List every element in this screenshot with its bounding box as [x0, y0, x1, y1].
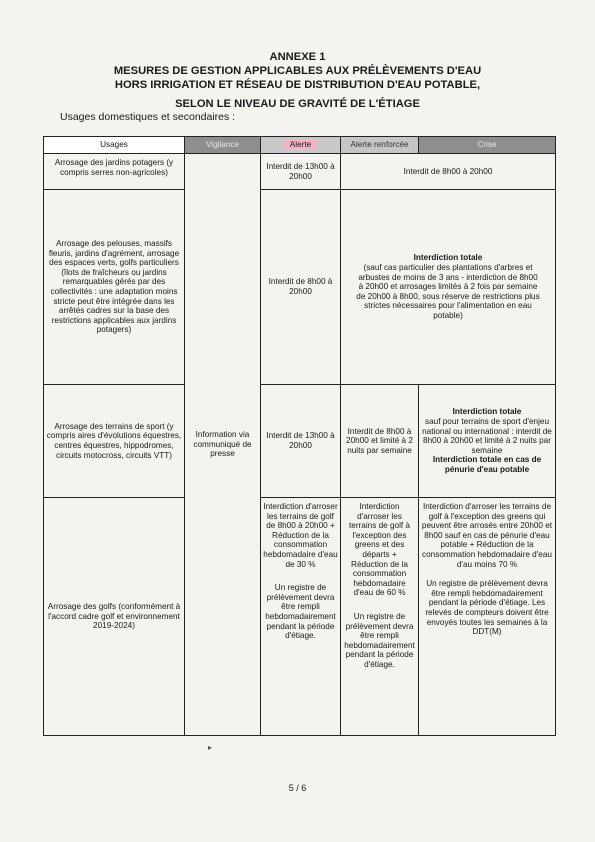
restriction-detail: sauf pour terrains de sport d'enjeu national ou international : interdit de 8h00 à 20h00 et limité à 2 nuits par semaine [422, 417, 552, 455]
alerte-renforcee-crise-cell [341, 190, 556, 385]
scan-mark: ▸ [208, 743, 213, 752]
table-row [44, 154, 556, 190]
registre-note: Un registre de prélèvement devra être rempli hebdomadairement pendant la période d'étiage. [265, 583, 336, 641]
header-alerte [261, 137, 341, 154]
crise-cell [419, 498, 556, 736]
restriction-detail: Interdiction d'arroser les terrains de golf à l'exception des greens et des départs + Réduction de la consommation hebdomadaire d'eau de 60 % [349, 502, 410, 598]
alerte-renforcee-crise-cell: Interdit de 8h00 à 20h00 [341, 154, 556, 190]
restrictions-table [43, 136, 556, 736]
document-title-line-2: HORS IRRIGATION ET RÉSEAU DE DISTRIBUTION D'EAU POTABLE, [114, 79, 481, 91]
alerte-renforcee-cell: Interdit de 8h00 à 20h00 et limité à 2 nuits par semaine [341, 385, 419, 498]
header-alerte-label: Alerte [284, 140, 317, 149]
document-title-line-1: MESURES DE GESTION APPLICABLES AUX PRÉLÈVEMENTS D'EAU [113, 65, 482, 77]
alerte-cell: Interdit de 13h00 à 20h00 [261, 154, 341, 190]
usage-cell: Arrosage des terrains de sport (y compris aires d'évolutions équestres, centres équestres, hippodromes, circuits motocross, circuits VTT) [44, 385, 185, 498]
alerte-renforcee-cell [341, 498, 419, 736]
alerte-cell: Interdit de 8h00 à 20h00 [261, 190, 341, 385]
table-row [44, 190, 556, 385]
alerte-cell [261, 498, 341, 736]
usage-cell: Arrosage des golfs (conformément à l'accord cadre golf et environnement 2019-2024) [44, 498, 185, 736]
restriction-detail: Interdiction d'arroser les terrains de golf de 8h00 à 20h00 + Réduction de la consommation hebdomadaire d'eau de 30 % [263, 502, 338, 569]
header-usages: Usages [44, 137, 185, 154]
header-alerte-renforcee: Alerte renforcée [341, 137, 419, 154]
table-header-row [44, 137, 556, 154]
restriction-detail: (sauf cas particulier des plantations d'arbres et arbustes de moins de 3 ans - interdiction de 8h00 à 20h00 et arrosages limités à 2 fois par semaine de 20h00 à 8h00, sous réserve de restrictions plus strictes nécessaires pour l'alimentation en eau potable) [356, 263, 540, 320]
section-label: Usages domestiques et secondaires : [60, 111, 236, 123]
alerte-cell: Interdit de 13h00 à 20h00 [261, 385, 341, 498]
interdiction-totale-label: Interdiction totale [413, 253, 483, 263]
annexe-title: ANNEXE 1 [269, 51, 326, 63]
header-vigilance: Vigilance [185, 137, 261, 154]
registre-note: Un registre de prélèvement devra être rempli hebdomadairement pendant la période d'étiage. [344, 611, 415, 669]
header-crise: Crise [419, 137, 556, 154]
document-title-line-3: SELON LE NIVEAU DE GRAVITÉ DE L'ÉTIAGE [175, 98, 420, 110]
interdiction-totale-penurie: Interdiction totale en cas de pénurie d'eau potable [432, 455, 542, 474]
page-number: 5 / 6 [288, 783, 307, 793]
usage-cell: Arrosage des pelouses, massifs fleuris, jardins d'agrément, arrosage des espaces verts, golfs particuliers (îlots de fraîcheurs ou jardins remarquables gérés par des collectivités : une adaptation moins stricte peut être intégrée dans les arrêtés cadres sur la base des restrictions applicables aux jardins potagers) [44, 190, 185, 385]
restriction-detail: Interdiction d'arroser les terrains de golf à l'exception des greens qui peuvent être arrosés entre 20h00 et 8h00 sauf en cas de pénurie d'eau potable + Réduction de la consommation hebdomadaire d'eau d'au moins 70 % [421, 502, 553, 569]
usage-cell: Arrosage des jardins potagers (y compris serres non-agricoles) [44, 154, 185, 190]
registre-note: Un registre de prélèvement devra être rempli hebdomadairement pendant la période d'étiage. Les relevés de compteurs doivent être envoyés toutes les semaines à la DDT(M) [425, 579, 549, 637]
table-row [44, 498, 556, 736]
table-row [44, 385, 556, 498]
interdiction-totale-label: Interdiction totale [452, 407, 522, 417]
vigilance-cell: Information via communiqué de presse [185, 154, 261, 736]
crise-cell [419, 385, 556, 498]
